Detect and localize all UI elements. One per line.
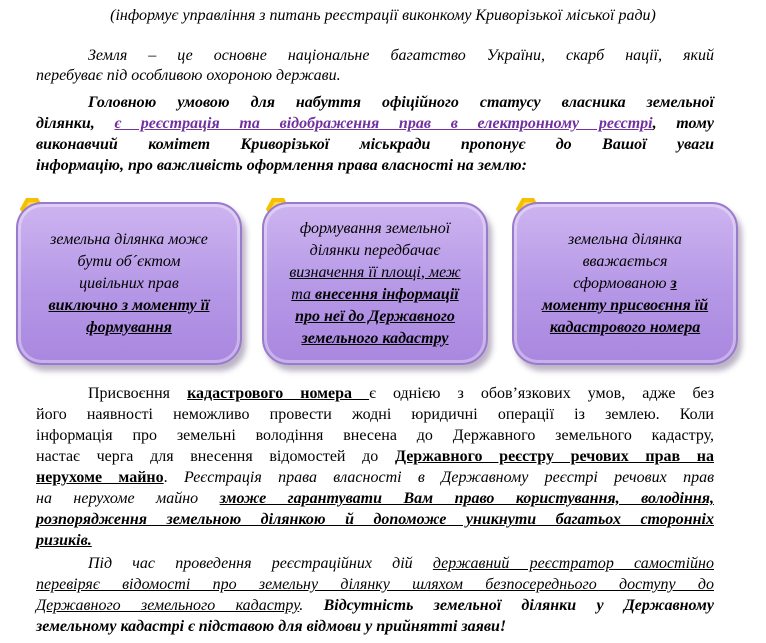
info-box-2: формування земельної ділянки передбачає визначення її площі, меж та внесення інформації про неї до Державного земельного кадастру [262, 202, 488, 365]
info-box-3: земельна ділянка вважається сформованою з моменту присвоєння їй кадастрового номера [512, 202, 738, 365]
info-box-1: земельна ділянка може бути об´єктом цивільних прав виключно з моменту її формування [16, 202, 242, 365]
registry-link-text[interactable]: є реєстрація та відображення прав в електронному реєстрі [114, 115, 653, 132]
header-note: (інформує управління з питань реєстрації виконкому Криворізької міської ради) [110, 7, 656, 24]
